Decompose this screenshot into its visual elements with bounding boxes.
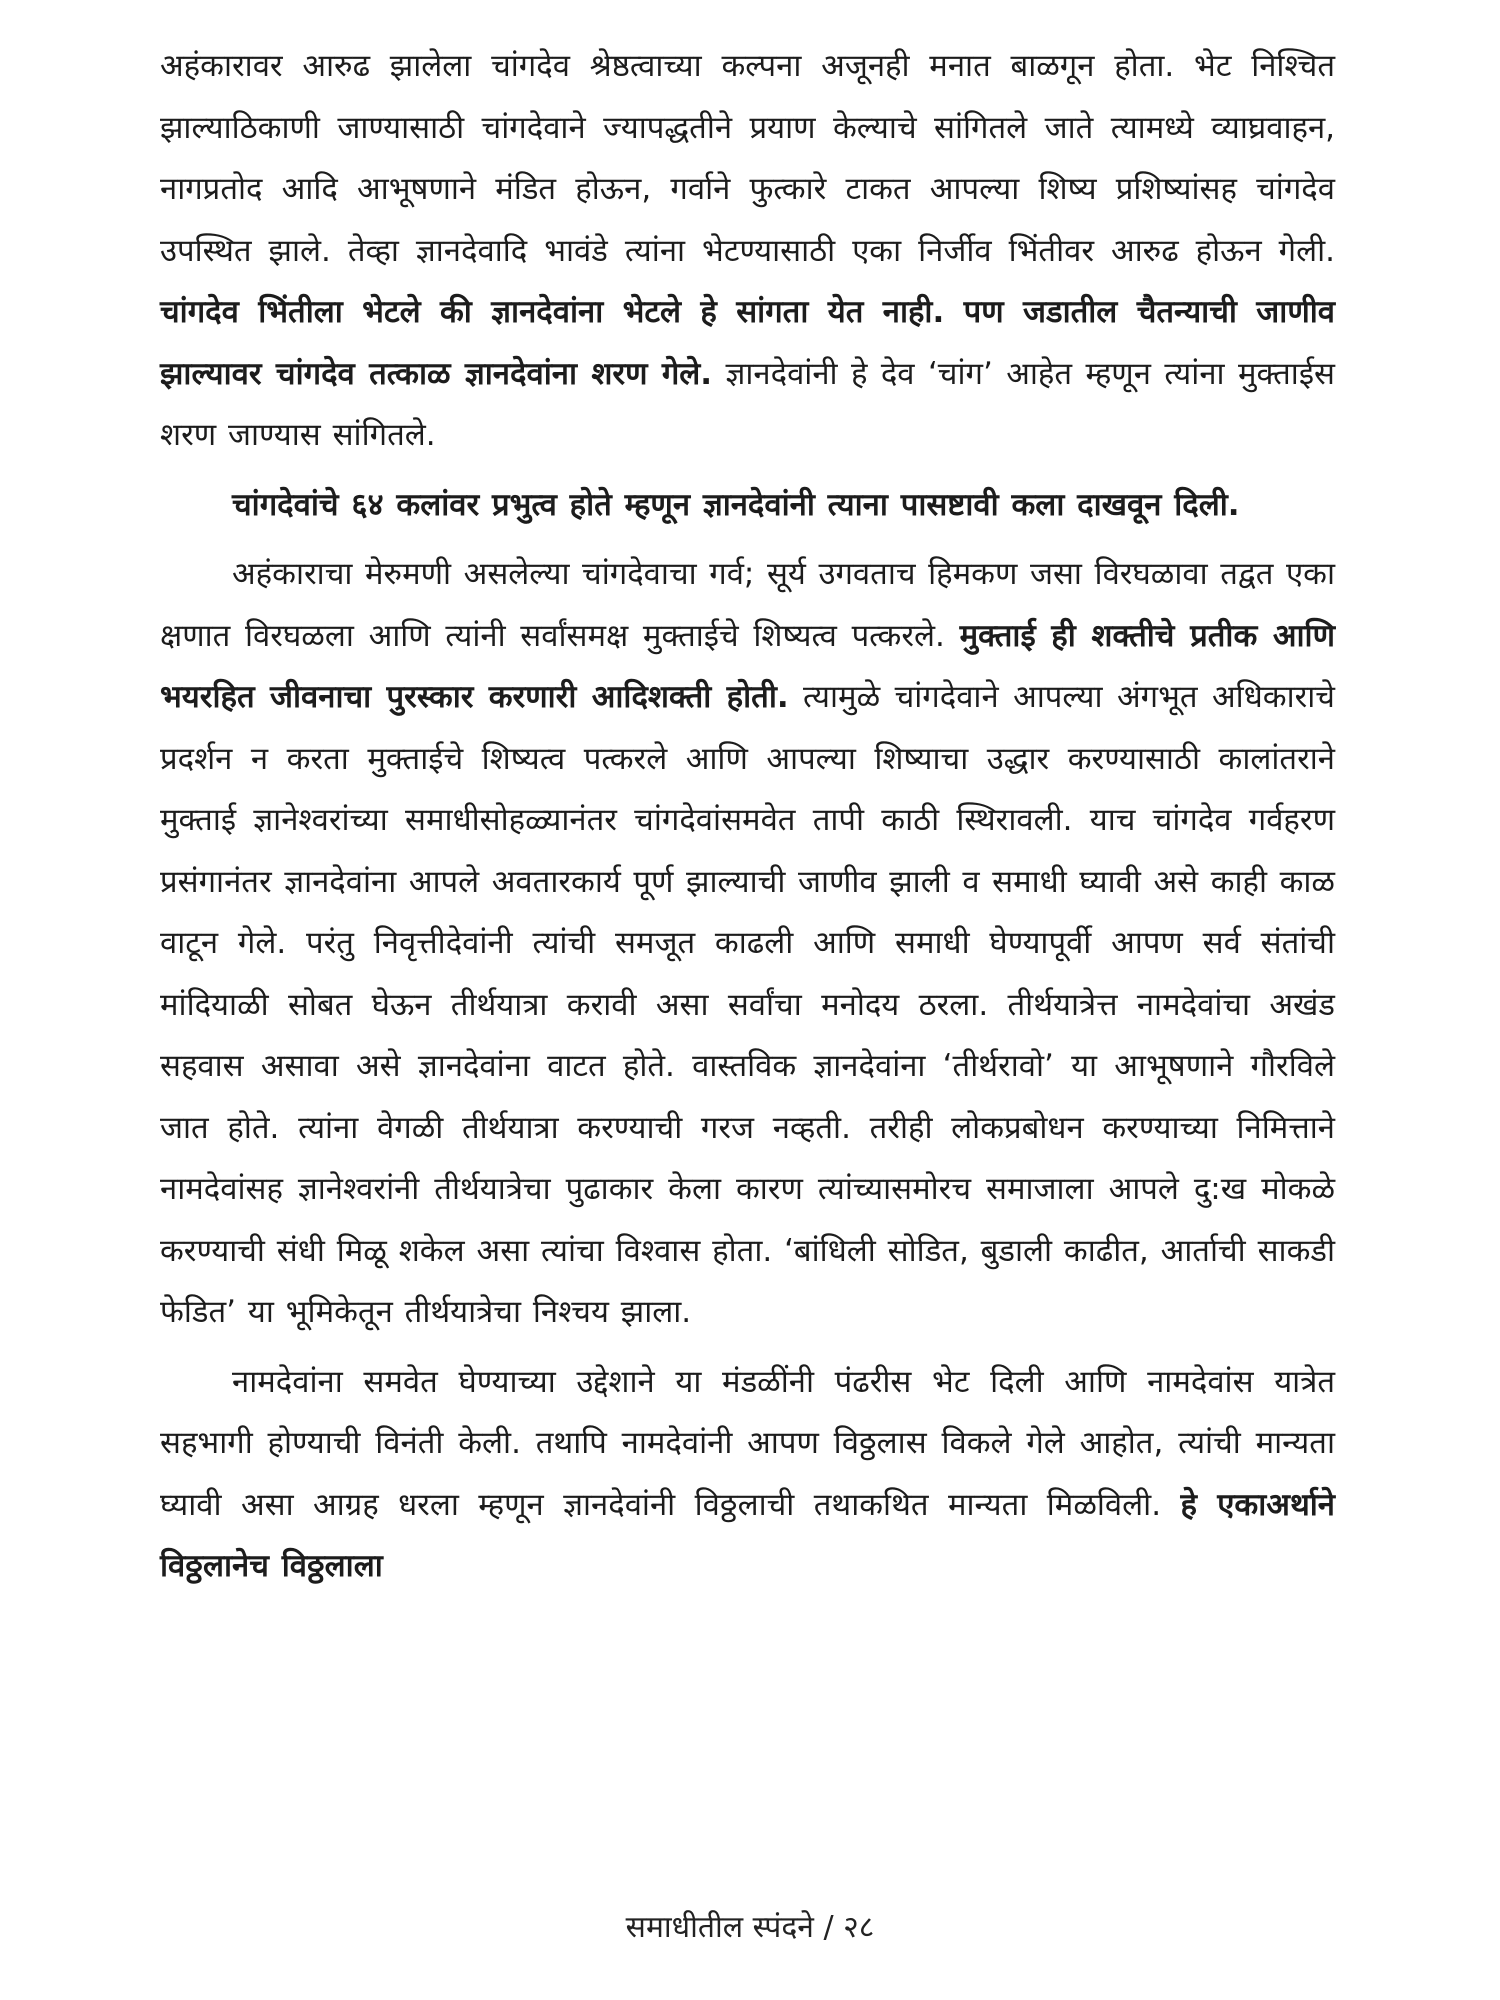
paragraph-4: [160, 1352, 1335, 1598]
paragraph-1-text-b: ज्ञानदेवांनी हे देव ‘चांग’ आहेत म्हणून त्यांना मुक्ताईस शरण जाण्यास सांगितले.: [160, 355, 1335, 453]
paragraph-1-bold-text: चांगदेव भिंतीला भेटले की ज्ञानदेवांना भेटले हे सांगता येत नाही. पण जडातील चैतन्याची जाणीव झाल्यावर चांगदेव तत्काळ ज्ञानदेवांना शरण गेले.: [160, 294, 1335, 392]
paragraph-4-text-a: नामदेवांना समवेत घेण्याच्या उद्देशाने या मंडळींनी पंढरीस भेट दिली आणि नामदेवांस यात्रेत सहभागी होण्याची विनंती केली. तथापि नामदेवांनी आपण विठ्ठलास विकले गेले आहोत, त्यांची मान्यता घ्यावी असा आग्रह धरला म्हणून ज्ञानदेवांनी विठ्ठलाची तथाकथित मान्यता मिळविली.: [160, 1363, 1335, 1523]
paragraph-2: [160, 475, 1335, 537]
paragraph-3-text-b: त्यामुळे चांगदेवाने आपल्या अंगभूत अधिकाराचे प्रदर्शन न करता मुक्ताईचे शिष्यत्व पत्करले आणि आपल्या शिष्याचा उद्धार करण्यासाठी कालांतराने मुक्ताई ज्ञानेश्वरांच्या समाधीसोहळ्यानंतर चांगदेवांसमवेत तापी काठी स्थिरावली. याच चांगदेव गर्वहरण प्रसंगानंतर ज्ञानदेवांना आपले अवतारकार्य पूर्ण झाल्याची जाणीव झाली व समाधी घ्यावी असे काही काळ वाटून गेले. परंतु निवृत्तीदेवांनी त्यांची समजूत काढली आणि समाधी घेण्यापूर्वी आपण सर्व संतांची मांदियाळी सोबत घेऊन तीर्थयात्रा करावी असा सर्वांचा मनोदय ठरला. तीर्थयात्रेत्त नामदेवांचा अखंड सहवास असावा असे ज्ञानदेवांना वाटत होते. वास्तविक ज्ञानदेवांना ‘तीर्थरावो’ या आभूषणाने गौरविले जात होते. त्यांना वेगळी तीर्थयात्रा करण्याची गरज नव्हती. तरीही लोकप्रबोधन करण्याच्या निमित्ताने नामदेवांसह ज्ञानेश्वरांनी तीर्थयात्रेचा पुढाकार केला कारण त्यांच्यासमोरच समाजाला आपले दु:ख मोकळे करण्याची संधी मिळू शकेल असा त्यांचा विश्वास होता. ‘बांधिली सोडित, बुडाली काढीत, आर्ताची साकडी फेडित’ या भूमिकेतून तीर्थयात्रेचा निश्चय झाला.: [160, 679, 1335, 1330]
paragraph-3: [160, 544, 1335, 1344]
paragraph-2-bold-text: चांगदेवांचे ६४ कलांवर प्रभुत्व होते म्हणून ज्ञानदेवांनी त्याना पासष्टावी कला दाखवून दिली.: [232, 486, 1240, 523]
page-body: [160, 36, 1335, 1956]
paragraph-3-bold-text: मुक्ताई ही शक्तीचे प्रतीक आणि भयरहित जीवनाचा पुरस्कार करणारी आदिशक्ती होती.: [160, 617, 1335, 715]
paragraph-1-text-a: अहंकारावर आरुढ झालेला चांगदेव श्रेष्ठत्वाच्या कल्पना अजूनही मनात बाळगून होता. भेट निश्चित झाल्याठिकाणी जाण्यासाठी चांगदेवाने ज्यापद्धतीने प्रयाण केल्याचे सांगितले जाते त्यामध्ये व्याघ्रवाहन, नागप्रतोद आदि आभूषणाने मंडित होऊन, गर्वाने फुत्कारे टाकत आपल्या शिष्य प्रशिष्यांसह चांगदेव उपस्थित झाले. तेव्हा ज्ञानदेवादि भावंडे त्यांना भेटण्यासाठी एका निर्जीव भिंतीवर आरुढ होऊन गेली.: [160, 48, 1335, 269]
paragraph-3-text-a: अहंकाराचा मेरुमणी असलेल्या चांगदेवाचा गर्व; सूर्य उगवताच हिमकण जसा विरघळावा तद्वत एका क्षणात विरघळला आणि त्यांनी सर्वांसमक्ष मुक्ताईचे शिष्यत्व पत्करले.: [160, 556, 1335, 654]
paragraph-4-bold-text: हे एकाअर्थाने विठ्ठलानेच विठ्ठलाला: [160, 1486, 1335, 1584]
page-footer: समाधीतील स्पंदने / २८: [625, 1910, 875, 1945]
paragraph-1: [160, 36, 1335, 467]
